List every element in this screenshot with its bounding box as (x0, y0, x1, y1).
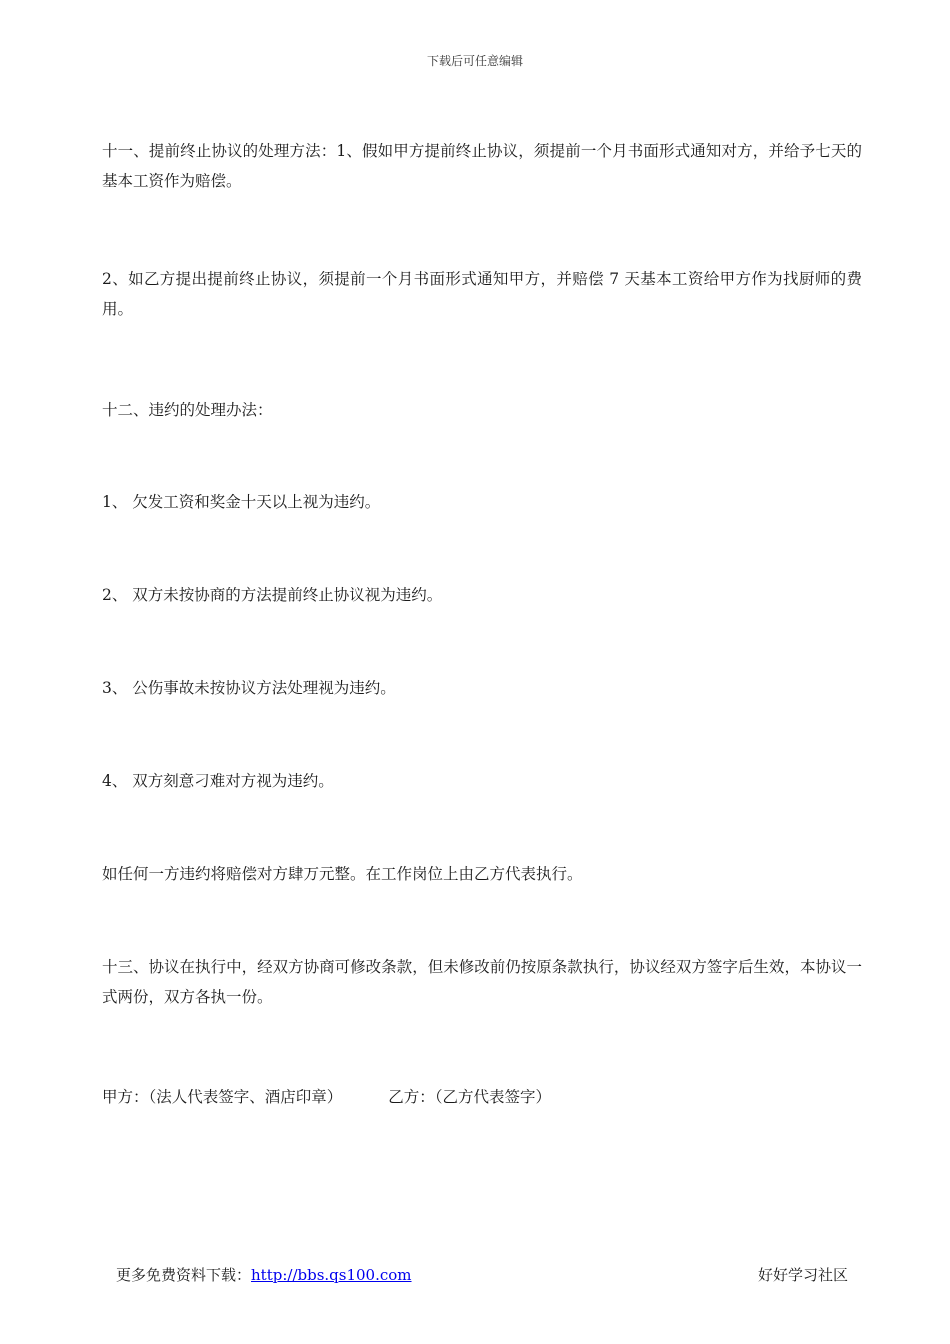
clause-12-heading: 十二、违约的处理办法： (102, 401, 273, 419)
breach-compensation-paragraph: 如任何一方违约将赔偿对方肆万元整。在工作岗位上由乙方代表执行。 (102, 865, 583, 883)
clause-12-item-3: 3、 公伤事故未按协议方法处理视为违约。 (102, 679, 396, 697)
clause-12-item-4: 4、 双方刻意刁难对方视为违约。 (102, 772, 334, 790)
header-note: 下载后可任意编辑 (426, 54, 523, 68)
footer-download-text (116, 1264, 412, 1286)
clause-11-item-2-paragraph: 2、如乙方提出提前终止协议，须提前一个月书面形式通知甲方，并赔偿 7 天基本工资给甲方作为找厨师的费用。 (102, 270, 862, 318)
footer-community-name: 好好学习社区 (757, 1266, 848, 1284)
party-b-signature: 乙方：（乙方代表签字） (388, 1088, 552, 1106)
clause-13-paragraph: 十三、协议在执行中，经双方协商可修改条款，但未修改前仍按原条款执行，协议经双方签字后生效，本协议一式两份，双方各执一份。 (102, 958, 862, 1006)
footer-link[interactable]: http://bbs.qs100.com (251, 1266, 412, 1284)
clause-11-paragraph: 十一、提前终止协议的处理方法：1、假如甲方提前终止协议，须提前一个月书面形式通知对方，并给予七天的基本工资作为赔偿。 (102, 142, 862, 190)
footer-prefix: 更多免费资料下载： (116, 1266, 252, 1284)
clause-12-item-2: 2、 双方未按协商的方法提前终止协议视为违约。 (102, 586, 443, 604)
party-a-signature: 甲方：（法人代表签字、酒店印章） (102, 1088, 343, 1106)
clause-12-item-1: 1、 欠发工资和奖金十天以上视为违约。 (102, 493, 381, 511)
signature-line (102, 1082, 862, 1112)
